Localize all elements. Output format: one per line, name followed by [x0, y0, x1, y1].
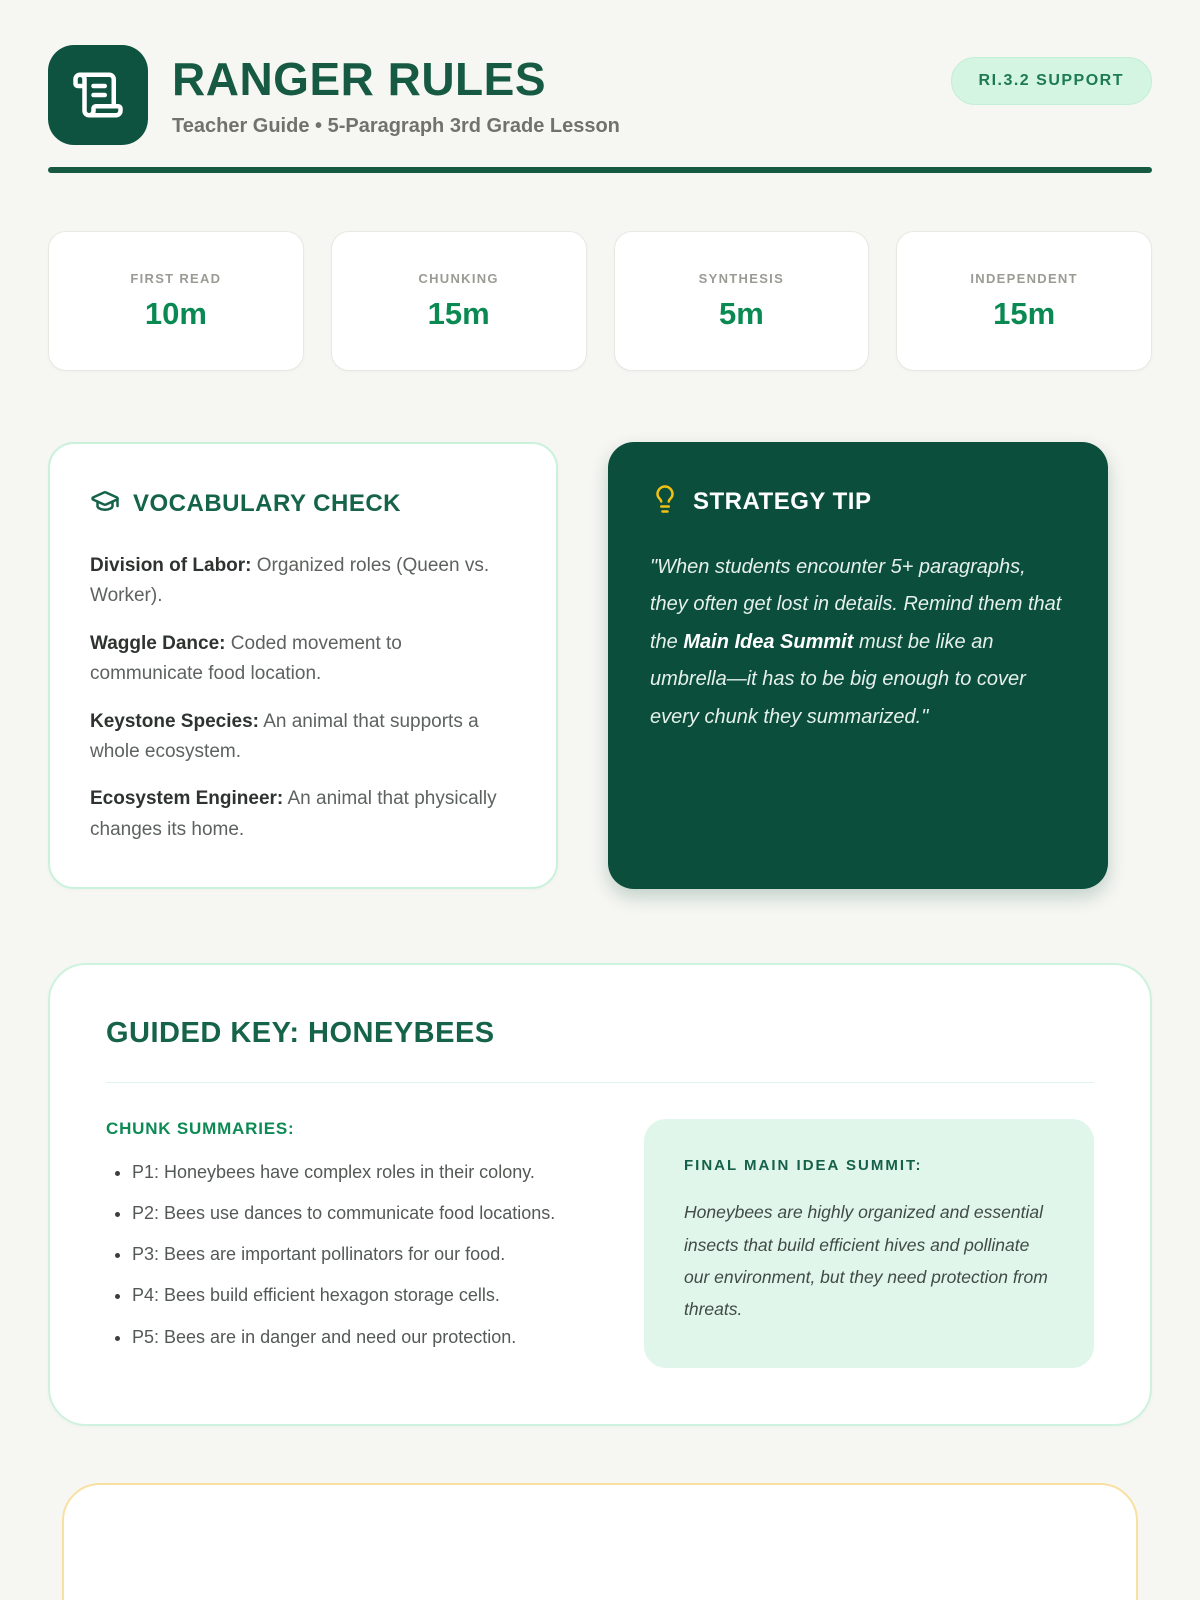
quote-part: "When students encounter 5+ paragraphs, they often get lost in details. Remind them that the	[650, 556, 1062, 653]
strategy-quote	[650, 549, 1066, 736]
stat-value: 10m	[144, 295, 207, 331]
chunk-item: • P1: Honeybees have complex roles in their colony.	[132, 1159, 580, 1185]
stat-label: FIRST READ	[130, 270, 222, 286]
graduation-cap-icon	[90, 486, 120, 521]
vocab-definition: An animal that supports a whole ecosystem.	[90, 710, 479, 762]
vocab-item	[90, 629, 516, 690]
vocabulary-check-card	[48, 442, 558, 889]
page-subtitle: Teacher Guide • 5-Paragraph 3rd Grade Lesson	[172, 115, 620, 137]
strategy-heading: STRATEGY TIP	[693, 487, 872, 515]
guided-columns	[106, 1119, 1094, 1368]
vocab-term: Division of Labor:	[90, 555, 252, 576]
stat-value: 15m	[993, 295, 1056, 331]
stat-card-first-read	[48, 231, 304, 371]
chunk-item: • P5: Bees are in danger and need our protection.	[132, 1324, 580, 1350]
stat-value: 5m	[718, 295, 764, 331]
vocab-definition: An animal that physically changes its home.	[90, 788, 497, 840]
quote-bold-part: Main Idea Summit	[683, 630, 854, 653]
vocab-term: Waggle Dance:	[90, 632, 226, 654]
summit-text: Honeybees are highly organized and essential insects that build efficient hives and pollinate our environment, but they need protection from threats.	[684, 1202, 1048, 1320]
summit-heading: FINAL MAIN IDEA SUMMIT:	[684, 1157, 923, 1175]
vocab-item	[90, 707, 516, 768]
page-title: RANGER RULES	[172, 53, 547, 105]
chunk-item: • P2: Bees use dances to communicate food locations.	[132, 1200, 580, 1226]
timing-stats-row	[48, 231, 1152, 371]
vocab-term: Keystone Species:	[90, 710, 259, 732]
guided-key-card	[48, 963, 1152, 1426]
guided-divider	[106, 1082, 1094, 1083]
guided-key-heading: GUIDED KEY: HONEYBEES	[106, 1017, 495, 1050]
stat-card-synthesis	[614, 231, 870, 371]
chunk-list	[106, 1159, 580, 1349]
final-main-idea-summit-box	[644, 1119, 1094, 1368]
chunk-summaries-section	[106, 1119, 580, 1349]
stat-label: INDEPENDENT	[970, 270, 1078, 286]
header	[48, 45, 1152, 145]
chunk-summaries-heading: CHUNK SUMMARIES:	[106, 1119, 295, 1139]
vocab-strategy-row	[48, 442, 1152, 889]
vocab-definition: Organized roles (Queen vs. Worker).	[90, 555, 490, 607]
quote-part: must be like an umbrella—it has to be big enough to cover every chunk they summarized."	[650, 630, 1026, 728]
vocab-term: Ecosystem Engineer:	[90, 788, 284, 810]
vocab-items	[90, 551, 516, 845]
stat-value: 15m	[427, 295, 490, 331]
chunk-item: • P4: Bees build efficient hexagon storage cells.	[132, 1282, 580, 1308]
stat-label: SYNTHESIS	[698, 270, 785, 286]
stat-label: CHUNKING	[418, 270, 499, 286]
vocab-definition: Coded movement to communicate food location.	[90, 632, 402, 685]
vocab-item	[90, 784, 516, 845]
vocab-card-heading	[90, 486, 516, 521]
vocab-heading: VOCABULARY CHECK	[133, 489, 402, 517]
vocab-item	[90, 551, 516, 612]
stat-card-chunking	[331, 231, 587, 371]
lightbulb-icon	[650, 484, 680, 519]
strategy-card-heading	[650, 484, 1066, 519]
bottom-partial-card	[62, 1483, 1138, 1600]
scroll-text-icon	[48, 45, 148, 145]
chunk-item: • P3: Bees are important pollinators for our food.	[132, 1241, 580, 1267]
strategy-tip-card	[608, 442, 1108, 889]
stat-card-independent	[896, 231, 1152, 371]
header-divider	[48, 167, 1152, 173]
standard-badge: RI.3.2 SUPPORT	[951, 57, 1152, 105]
header-text	[172, 52, 620, 138]
